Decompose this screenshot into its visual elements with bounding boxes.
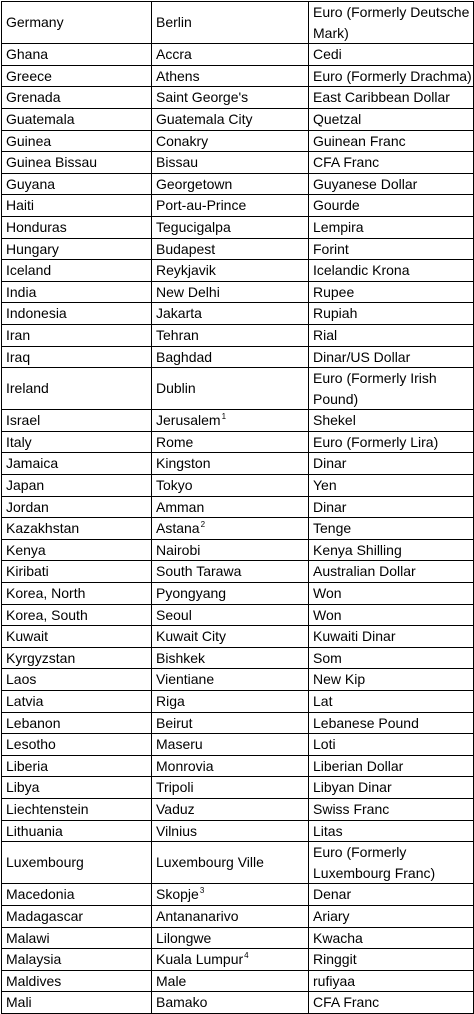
capital-cell <box>152 368 309 410</box>
currency-cell: Loti <box>309 734 474 756</box>
table-row <box>2 905 474 927</box>
capital-name: Tehran <box>156 326 199 343</box>
capital-cell <box>152 496 309 518</box>
currency-cell: Euro (Formerly Lira) <box>309 431 474 453</box>
capital-name: Male <box>156 972 187 989</box>
capital-cell <box>152 842 309 884</box>
capital-cell <box>152 475 309 497</box>
currency-cell: Lempira <box>309 216 474 238</box>
country-cell: Japan <box>2 475 152 497</box>
capital-name: Maseru <box>156 736 203 753</box>
country-cell: Lesotho <box>2 734 152 756</box>
capital-name: Budapest <box>156 240 216 257</box>
capital-cell <box>152 604 309 626</box>
country-cell: Guinea <box>2 130 152 152</box>
capital-name: Kingston <box>156 455 211 472</box>
currency-cell: Rial <box>309 324 474 346</box>
capital-name: Tripoli <box>156 779 194 796</box>
country-cell: Iraq <box>2 346 152 368</box>
table-row <box>2 583 474 605</box>
capital-cell <box>152 712 309 734</box>
capital-name: Baghdad <box>156 348 213 365</box>
capital-cell <box>152 195 309 217</box>
country-cell: Italy <box>2 431 152 453</box>
country-cell: Liberia <box>2 755 152 777</box>
table-row <box>2 216 474 238</box>
capital-cell <box>152 949 309 971</box>
capital-name: Bishkek <box>156 649 206 666</box>
currency-cell: Ariary <box>309 905 474 927</box>
country-cell: Ireland <box>2 368 152 410</box>
currency-cell: Rupee <box>309 281 474 303</box>
table-row <box>2 87 474 109</box>
currency-cell: Liberian Dollar <box>309 755 474 777</box>
capital-name: Reykjavik <box>156 262 216 279</box>
capital-cell <box>152 152 309 174</box>
country-cell: Kiribati <box>2 561 152 583</box>
table-row <box>2 475 474 497</box>
country-cell: Luxembourg <box>2 842 152 884</box>
country-cell: Liechtenstein <box>2 798 152 820</box>
capital-cell <box>152 281 309 303</box>
capital-cell <box>152 44 309 66</box>
capital-cell <box>152 238 309 260</box>
table-row <box>2 798 474 820</box>
currency-cell: Won <box>309 604 474 626</box>
capital-name: Seoul <box>156 606 192 623</box>
country-cell: India <box>2 281 152 303</box>
currency-cell: Euro (Formerly Irish Pound) <box>309 368 474 410</box>
capital-cell <box>152 518 309 540</box>
table-row <box>2 496 474 518</box>
table-row <box>2 518 474 540</box>
table-row <box>2 195 474 217</box>
country-cell: Kazakhstan <box>2 518 152 540</box>
currency-cell: Forint <box>309 238 474 260</box>
capital-name: Dublin <box>156 380 196 397</box>
country-cell: Lithuania <box>2 820 152 842</box>
table-row <box>2 303 474 325</box>
country-capital-currency-table <box>1 1 474 1014</box>
country-cell: Kenya <box>2 539 152 561</box>
currency-cell: New Kip <box>309 669 474 691</box>
currency-cell: Libyan Dinar <box>309 777 474 799</box>
table-row <box>2 927 474 949</box>
currency-cell: Guyanese Dollar <box>309 173 474 195</box>
capital-cell <box>152 626 309 648</box>
currency-cell: CFA Franc <box>309 992 474 1014</box>
capital-name: Nairobi <box>156 541 201 558</box>
capital-name: Athens <box>156 67 200 84</box>
table-row <box>2 108 474 130</box>
country-cell: Guyana <box>2 173 152 195</box>
capital-name: Skopje <box>156 886 199 903</box>
capital-cell <box>152 410 309 432</box>
capital-name: Kuala Lumpur <box>156 951 244 968</box>
table-row <box>2 324 474 346</box>
currency-cell: East Caribbean Dollar <box>309 87 474 109</box>
country-cell: Guinea Bissau <box>2 152 152 174</box>
table-row <box>2 712 474 734</box>
capital-name: Rome <box>156 433 194 450</box>
table-row <box>2 260 474 282</box>
capital-cell <box>152 777 309 799</box>
capital-name: Astana <box>156 520 200 537</box>
currency-cell: Cedi <box>309 44 474 66</box>
capital-name: South Tarawa <box>156 563 242 580</box>
country-cell: Maldives <box>2 970 152 992</box>
currency-cell: CFA Franc <box>309 152 474 174</box>
capital-cell <box>152 927 309 949</box>
capital-name: Luxembourg Ville <box>156 854 264 871</box>
table-row <box>2 173 474 195</box>
country-cell: Malawi <box>2 927 152 949</box>
currency-cell: Dinar <box>309 496 474 518</box>
table-row <box>2 152 474 174</box>
country-cell: Malaysia <box>2 949 152 971</box>
country-cell: Laos <box>2 669 152 691</box>
table-row <box>2 281 474 303</box>
currency-cell: Euro (Formerly Luxembourg Franc) <box>309 842 474 884</box>
country-cell: Haiti <box>2 195 152 217</box>
table-row <box>2 539 474 561</box>
capital-cell <box>152 453 309 475</box>
capital-cell <box>152 798 309 820</box>
capital-name: Conakry <box>156 132 209 149</box>
table-row <box>2 238 474 260</box>
currency-cell: Shekel <box>309 410 474 432</box>
capital-cell <box>152 992 309 1014</box>
table-row <box>2 820 474 842</box>
capital-name: Pyongyang <box>156 585 227 602</box>
capital-name: Guatemala City <box>156 110 253 127</box>
country-cell: Germany <box>2 2 152 44</box>
capital-name: Riga <box>156 693 185 709</box>
currency-cell: Swiss Franc <box>309 798 474 820</box>
capital-name: Antananarivo <box>156 907 239 924</box>
country-cell: Grenada <box>2 87 152 109</box>
country-cell: Ghana <box>2 44 152 66</box>
capital-name: Monrovia <box>156 757 214 774</box>
table-row <box>2 970 474 992</box>
capital-cell <box>152 2 309 44</box>
capital-name: Kuwait City <box>156 628 227 645</box>
capital-cell <box>152 669 309 691</box>
capital-cell <box>152 647 309 669</box>
table-row <box>2 691 474 713</box>
footnote-marker: 2 <box>200 520 206 530</box>
capital-cell <box>152 346 309 368</box>
country-cell: Jordan <box>2 496 152 518</box>
capital-name: Bissau <box>156 154 199 171</box>
currency-cell: Icelandic Krona <box>309 260 474 282</box>
currency-cell: Kuwaiti Dinar <box>309 626 474 648</box>
capital-cell <box>152 905 309 927</box>
country-cell: Kuwait <box>2 626 152 648</box>
currency-cell: Kwacha <box>309 927 474 949</box>
capital-name: Vaduz <box>156 800 195 817</box>
capital-cell <box>152 87 309 109</box>
capital-cell <box>152 755 309 777</box>
capital-cell <box>152 260 309 282</box>
country-cell: Mali <box>2 992 152 1014</box>
country-cell: Jamaica <box>2 453 152 475</box>
capital-name: Berlin <box>156 14 192 31</box>
country-cell: Iceland <box>2 260 152 282</box>
table-row <box>2 949 474 971</box>
country-cell: Israel <box>2 410 152 432</box>
capital-cell <box>152 691 309 713</box>
currency-cell: Quetzal <box>309 108 474 130</box>
table-row <box>2 842 474 884</box>
currency-cell: Dinar/US Dollar <box>309 346 474 368</box>
currency-cell: Euro (Formerly Drachma) <box>309 65 474 87</box>
capital-name: Beirut <box>156 714 193 731</box>
currency-cell: Denar <box>309 884 474 906</box>
country-cell: Macedonia <box>2 884 152 906</box>
table-row <box>2 368 474 410</box>
currency-cell: Gourde <box>309 195 474 217</box>
currency-cell: Yen <box>309 475 474 497</box>
currency-cell: Lebanese Pound <box>309 712 474 734</box>
capital-cell <box>152 884 309 906</box>
table-row <box>2 130 474 152</box>
capital-name: Lilongwe <box>156 929 212 946</box>
capital-cell <box>152 173 309 195</box>
currency-cell: Lat <box>309 691 474 713</box>
country-cell: Hungary <box>2 238 152 260</box>
table-row <box>2 777 474 799</box>
capital-name: Vilnius <box>156 822 197 839</box>
table-row <box>2 669 474 691</box>
capital-name: Georgetown <box>156 175 233 192</box>
currency-cell: Ringgit <box>309 949 474 971</box>
country-cell: Korea, South <box>2 604 152 626</box>
country-cell: Madagascar <box>2 905 152 927</box>
table-row <box>2 647 474 669</box>
capital-name: Jerusalem <box>156 412 221 429</box>
table-row <box>2 626 474 648</box>
capital-cell <box>152 820 309 842</box>
currency-cell: Rupiah <box>309 303 474 325</box>
capital-name: Amman <box>156 498 205 515</box>
table-row <box>2 992 474 1014</box>
capital-cell <box>152 431 309 453</box>
country-cell: Guatemala <box>2 108 152 130</box>
capital-cell <box>152 539 309 561</box>
currency-cell: Som <box>309 647 474 669</box>
country-cell: Libya <box>2 777 152 799</box>
footnote-marker: 1 <box>221 412 227 422</box>
currency-cell: Euro (Formerly Deutsche Mark) <box>309 2 474 44</box>
capital-name: Bamako <box>156 994 208 1011</box>
currency-cell: Kenya Shilling <box>309 539 474 561</box>
country-cell: Greece <box>2 65 152 87</box>
capital-cell <box>152 970 309 992</box>
currency-cell: rufiyaa <box>309 970 474 992</box>
table-row <box>2 44 474 66</box>
currency-cell: Guinean Franc <box>309 130 474 152</box>
table-row <box>2 431 474 453</box>
table-row <box>2 346 474 368</box>
table-row <box>2 734 474 756</box>
capital-name: Port-au-Prince <box>156 197 247 214</box>
table-body <box>2 2 474 1014</box>
currency-cell: Litas <box>309 820 474 842</box>
capital-cell <box>152 561 309 583</box>
currency-cell: Dinar <box>309 453 474 475</box>
capital-cell <box>152 734 309 756</box>
country-cell: Indonesia <box>2 303 152 325</box>
capital-name: New Delhi <box>156 283 220 300</box>
capital-cell <box>152 324 309 346</box>
table-row <box>2 755 474 777</box>
currency-cell: Tenge <box>309 518 474 540</box>
capital-name: Saint George's <box>156 89 249 106</box>
capital-cell <box>152 303 309 325</box>
country-cell: Korea, North <box>2 583 152 605</box>
capital-cell <box>152 216 309 238</box>
country-cell: Latvia <box>2 691 152 713</box>
table-row <box>2 561 474 583</box>
country-cell: Lebanon <box>2 712 152 734</box>
capital-cell <box>152 583 309 605</box>
country-cell: Kyrgyzstan <box>2 647 152 669</box>
country-cell: Iran <box>2 324 152 346</box>
capital-name: Accra <box>156 46 192 63</box>
currency-cell: Won <box>309 583 474 605</box>
table-row <box>2 453 474 475</box>
currency-cell: Australian Dollar <box>309 561 474 583</box>
table-row <box>2 604 474 626</box>
capital-name: Jakarta <box>156 305 202 322</box>
table-row <box>2 2 474 44</box>
footnote-marker: 4 <box>244 951 249 961</box>
capital-cell <box>152 130 309 152</box>
table-row <box>2 410 474 432</box>
capital-cell <box>152 65 309 87</box>
capital-name: Vientiane <box>156 671 215 688</box>
country-cell: Honduras <box>2 216 152 238</box>
capital-name: Tegucigalpa <box>156 218 231 235</box>
footnote-marker: 3 <box>199 886 205 896</box>
table-row <box>2 884 474 906</box>
capital-name: Tokyo <box>156 477 193 494</box>
capital-cell <box>152 108 309 130</box>
table-row <box>2 65 474 87</box>
